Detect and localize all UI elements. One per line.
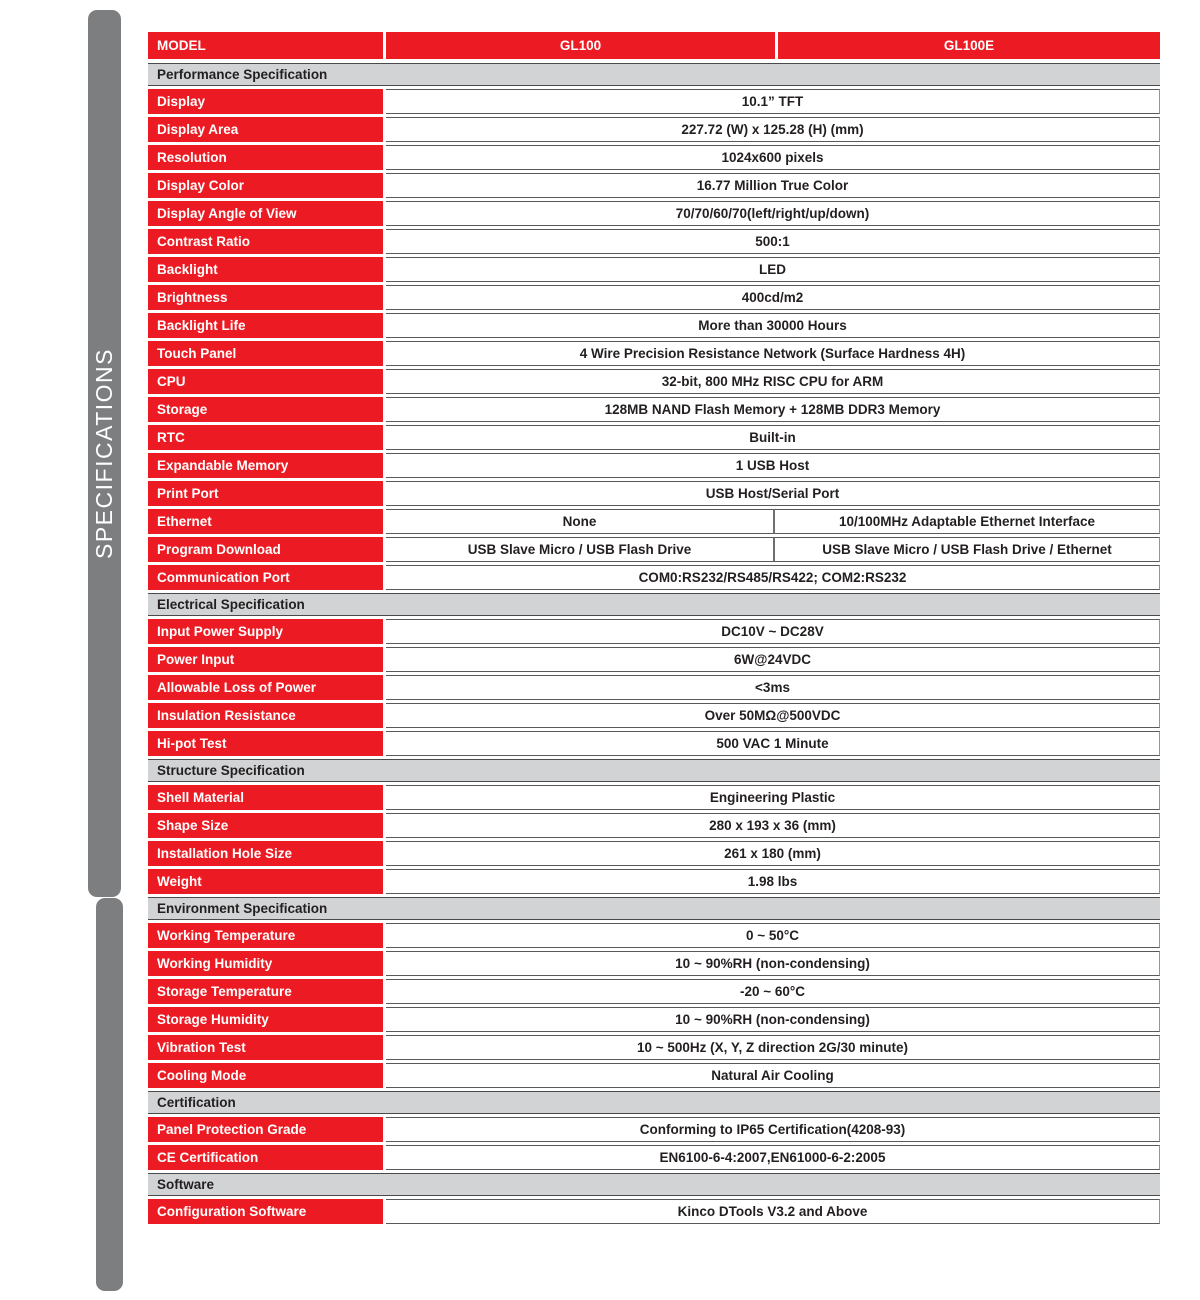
spec-row-storage xyxy=(148,397,1160,422)
specifications-banner xyxy=(88,10,121,897)
spec-value-cell xyxy=(386,369,1160,394)
spec-value: 400cd/m2 xyxy=(386,285,1160,310)
spec-row-storage-humidity xyxy=(148,1007,1160,1032)
spec-value: LED xyxy=(386,257,1160,282)
spec-row-display xyxy=(148,89,1160,114)
spec-value-cell xyxy=(386,117,1160,142)
spec-row-brightness xyxy=(148,285,1160,310)
spec-value-cell xyxy=(386,537,1160,562)
spec-row-backlight xyxy=(148,257,1160,282)
section-header-certification: Certification xyxy=(148,1091,1160,1114)
spec-label: Configuration Software xyxy=(148,1199,383,1224)
spec-label: Weight xyxy=(148,869,383,894)
spec-label: Shape Size xyxy=(148,813,383,838)
spec-row-ethernet xyxy=(148,509,1160,534)
spec-label: Hi-pot Test xyxy=(148,731,383,756)
spec-row-expandable-memory xyxy=(148,453,1160,478)
specifications-banner-extension xyxy=(96,898,123,1291)
spec-value: 10.1” TFT xyxy=(386,89,1160,114)
spec-value: 227.72 (W) x 125.28 (H) (mm) xyxy=(386,117,1160,142)
spec-label: Storage Humidity xyxy=(148,1007,383,1032)
spec-value-cell xyxy=(386,145,1160,170)
section-header-performance-specification: Performance Specification xyxy=(148,63,1160,86)
section-header-environment-specification: Environment Specification xyxy=(148,897,1160,920)
spec-value-cell xyxy=(386,509,1160,534)
spec-label: Shell Material xyxy=(148,785,383,810)
spec-row-vibration-test xyxy=(148,1035,1160,1060)
spec-sections xyxy=(148,63,1160,1224)
spec-value-cell xyxy=(386,89,1160,114)
model-header-label: MODEL xyxy=(148,32,383,59)
spec-row-cooling-mode xyxy=(148,1063,1160,1088)
spec-label: Installation Hole Size xyxy=(148,841,383,866)
spec-label: Display Angle of View xyxy=(148,201,383,226)
spec-value-cell xyxy=(386,257,1160,282)
spec-value-gl100: None xyxy=(386,509,775,534)
spec-value: 10 ~ 90%RH (non-condensing) xyxy=(386,951,1160,976)
spec-value-cell xyxy=(386,731,1160,756)
spec-label: Vibration Test xyxy=(148,1035,383,1060)
spec-value: COM0:RS232/RS485/RS422; COM2:RS232 xyxy=(386,565,1160,590)
spec-label: Panel Protection Grade xyxy=(148,1117,383,1142)
spec-row-cpu xyxy=(148,369,1160,394)
spec-row-power-input xyxy=(148,647,1160,672)
spec-value: 10 ~ 90%RH (non-condensing) xyxy=(386,1007,1160,1032)
spec-value-cell xyxy=(386,703,1160,728)
spec-row-touch-panel xyxy=(148,341,1160,366)
spec-row-installation-hole-size xyxy=(148,841,1160,866)
spec-value: 1024x600 pixels xyxy=(386,145,1160,170)
spec-value-gl100e: USB Slave Micro / USB Flash Drive / Ethernet xyxy=(775,537,1160,562)
spec-value: 70/70/60/70(left/right/up/down) xyxy=(386,201,1160,226)
spec-value: Built-in xyxy=(386,425,1160,450)
spec-value: 280 x 193 x 36 (mm) xyxy=(386,813,1160,838)
spec-value-cell xyxy=(386,1117,1160,1142)
spec-label: CE Certification xyxy=(148,1145,383,1170)
spec-row-display-angle-of-view xyxy=(148,201,1160,226)
spec-row-hi-pot-test xyxy=(148,731,1160,756)
spec-value-cell xyxy=(386,675,1160,700)
spec-value: USB Host/Serial Port xyxy=(386,481,1160,506)
spec-value: 32-bit, 800 MHz RISC CPU for ARM xyxy=(386,369,1160,394)
spec-value: 500 VAC 1 Minute xyxy=(386,731,1160,756)
spec-value-cell xyxy=(386,341,1160,366)
section-header-electrical-specification: Electrical Specification xyxy=(148,593,1160,616)
spec-value: 4 Wire Precision Resistance Network (Surface Hardness 4H) xyxy=(386,341,1160,366)
spec-value-cell xyxy=(386,1035,1160,1060)
spec-label: Resolution xyxy=(148,145,383,170)
spec-value: More than 30000 Hours xyxy=(386,313,1160,338)
spec-row-weight xyxy=(148,869,1160,894)
spec-value-cell xyxy=(386,285,1160,310)
spec-row-display-color xyxy=(148,173,1160,198)
spec-value-cell xyxy=(386,313,1160,338)
spec-row-storage-temperature xyxy=(148,979,1160,1004)
spec-value: EN6100-6-4:2007,EN61000-6-2:2005 xyxy=(386,1145,1160,1170)
spec-row-allowable-loss-of-power xyxy=(148,675,1160,700)
spec-value: Over 50MΩ@500VDC xyxy=(386,703,1160,728)
spec-label: RTC xyxy=(148,425,383,450)
spec-value: 0 ~ 50°C xyxy=(386,923,1160,948)
spec-label: Display xyxy=(148,89,383,114)
spec-value-cell xyxy=(386,1199,1160,1224)
spec-value-cell xyxy=(386,425,1160,450)
spec-value: -20 ~ 60°C xyxy=(386,979,1160,1004)
model-column-gl100e: GL100E xyxy=(778,32,1160,59)
spec-value: Kinco DTools V3.2 and Above xyxy=(386,1199,1160,1224)
spec-label: Storage Temperature xyxy=(148,979,383,1004)
spec-value: 16.77 Million True Color xyxy=(386,173,1160,198)
spec-row-ce-certification xyxy=(148,1145,1160,1170)
spec-value-cell xyxy=(386,481,1160,506)
section-header-structure-specification: Structure Specification xyxy=(148,759,1160,782)
spec-label: Display Color xyxy=(148,173,383,198)
spec-value: Natural Air Cooling xyxy=(386,1063,1160,1088)
spec-label: Working Humidity xyxy=(148,951,383,976)
spec-label: Touch Panel xyxy=(148,341,383,366)
spec-row-shape-size xyxy=(148,813,1160,838)
spec-row-print-port xyxy=(148,481,1160,506)
spec-row-rtc xyxy=(148,425,1160,450)
spec-value-cell xyxy=(386,979,1160,1004)
spec-value-gl100: USB Slave Micro / USB Flash Drive xyxy=(386,537,775,562)
spec-row-resolution xyxy=(148,145,1160,170)
spec-value-cell xyxy=(386,173,1160,198)
spec-label: Cooling Mode xyxy=(148,1063,383,1088)
spec-label: Power Input xyxy=(148,647,383,672)
spec-row-shell-material xyxy=(148,785,1160,810)
spec-label: CPU xyxy=(148,369,383,394)
spec-value-cell xyxy=(386,813,1160,838)
spec-label: Ethernet xyxy=(148,509,383,534)
spec-value-cell xyxy=(386,951,1160,976)
spec-row-working-temperature xyxy=(148,923,1160,948)
specifications-banner-label: SPECIFICATIONS xyxy=(91,348,117,559)
spec-value: 10 ~ 500Hz (X, Y, Z direction 2G/30 minute) xyxy=(386,1035,1160,1060)
section-header-software: Software xyxy=(148,1173,1160,1196)
spec-value-gl100e: 10/100MHz Adaptable Ethernet Interface xyxy=(775,509,1160,534)
spec-table xyxy=(148,32,1160,1227)
spec-value: Engineering Plastic xyxy=(386,785,1160,810)
spec-row-communication-port xyxy=(148,565,1160,590)
spec-value-cell xyxy=(386,397,1160,422)
spec-value-cell xyxy=(386,229,1160,254)
spec-row-display-area xyxy=(148,117,1160,142)
spec-row-insulation-resistance xyxy=(148,703,1160,728)
spec-value-cell xyxy=(386,201,1160,226)
spec-value: DC10V ~ DC28V xyxy=(386,619,1160,644)
spec-value-cell xyxy=(386,1007,1160,1032)
spec-label: Expandable Memory xyxy=(148,453,383,478)
spec-row-input-power-supply xyxy=(148,619,1160,644)
spec-value: Conforming to IP65 Certification(4208-93) xyxy=(386,1117,1160,1142)
spec-value-cell xyxy=(386,565,1160,590)
spec-label: Backlight Life xyxy=(148,313,383,338)
spec-value-cell xyxy=(386,923,1160,948)
spec-row-contrast-ratio xyxy=(148,229,1160,254)
model-header-row xyxy=(148,32,1160,59)
spec-value-cell xyxy=(386,647,1160,672)
spec-value-cell xyxy=(386,869,1160,894)
spec-label: Backlight xyxy=(148,257,383,282)
spec-row-configuration-software xyxy=(148,1199,1160,1224)
spec-row-panel-protection-grade xyxy=(148,1117,1160,1142)
spec-label: Storage xyxy=(148,397,383,422)
spec-value-cell xyxy=(386,841,1160,866)
spec-row-working-humidity xyxy=(148,951,1160,976)
spec-value: 6W@24VDC xyxy=(386,647,1160,672)
spec-label: Communication Port xyxy=(148,565,383,590)
spec-label: Print Port xyxy=(148,481,383,506)
spec-label: Display Area xyxy=(148,117,383,142)
spec-value-cell xyxy=(386,619,1160,644)
spec-value: 1 USB Host xyxy=(386,453,1160,478)
spec-label: Contrast Ratio xyxy=(148,229,383,254)
spec-value: 261 x 180 (mm) xyxy=(386,841,1160,866)
spec-value: <3ms xyxy=(386,675,1160,700)
spec-value-cell xyxy=(386,1145,1160,1170)
spec-label: Brightness xyxy=(148,285,383,310)
spec-label: Working Temperature xyxy=(148,923,383,948)
spec-value: 1.98 lbs xyxy=(386,869,1160,894)
model-column-gl100: GL100 xyxy=(386,32,775,59)
spec-value-cell xyxy=(386,453,1160,478)
spec-row-backlight-life xyxy=(148,313,1160,338)
spec-label: Program Download xyxy=(148,537,383,562)
spec-row-program-download xyxy=(148,537,1160,562)
spec-label: Insulation Resistance xyxy=(148,703,383,728)
spec-value-cell xyxy=(386,1063,1160,1088)
spec-label: Input Power Supply xyxy=(148,619,383,644)
spec-label: Allowable Loss of Power xyxy=(148,675,383,700)
spec-value-cell xyxy=(386,785,1160,810)
spec-value: 128MB NAND Flash Memory + 128MB DDR3 Memory xyxy=(386,397,1160,422)
spec-value: 500:1 xyxy=(386,229,1160,254)
